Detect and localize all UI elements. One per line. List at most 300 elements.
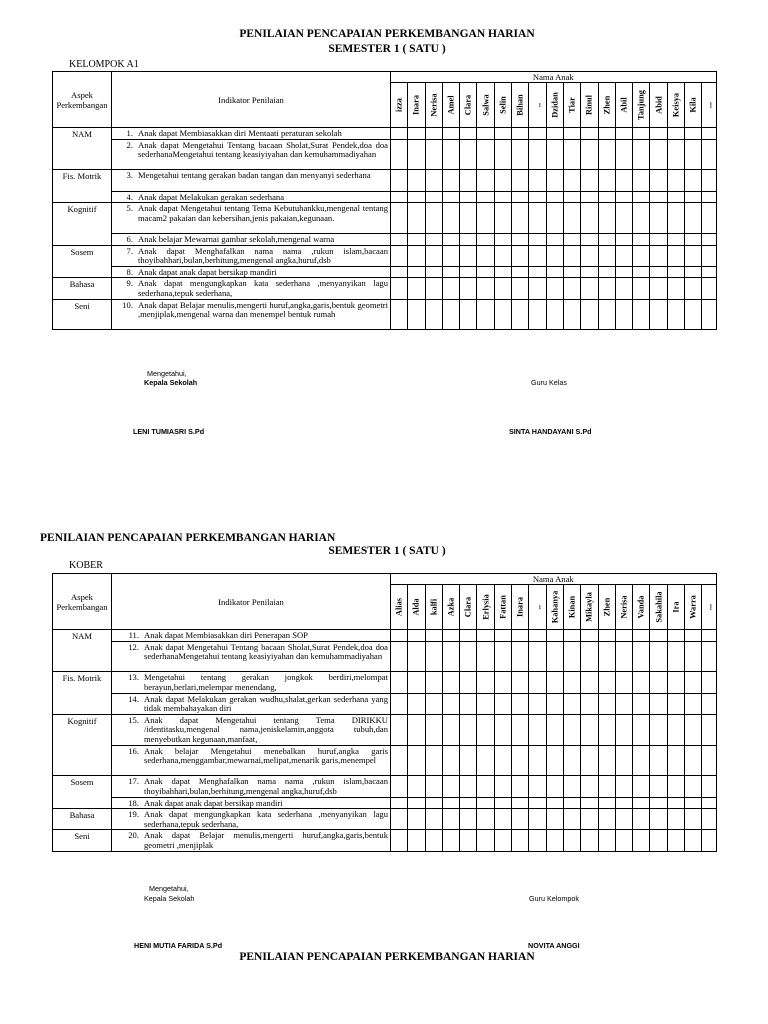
score-cell[interactable] [650, 641, 667, 672]
score-cell[interactable] [685, 776, 702, 797]
score-cell[interactable] [615, 233, 632, 245]
score-cell[interactable] [460, 245, 477, 266]
score-cell[interactable] [408, 128, 425, 140]
score-cell[interactable] [546, 139, 563, 170]
score-cell[interactable] [391, 672, 408, 693]
score-cell[interactable] [512, 745, 529, 776]
score-cell[interactable] [442, 809, 459, 830]
score-cell[interactable] [685, 693, 702, 714]
score-cell[interactable] [546, 809, 563, 830]
score-cell[interactable] [529, 245, 546, 266]
score-cell[interactable] [391, 170, 408, 191]
score-cell[interactable] [512, 830, 529, 851]
score-cell[interactable] [494, 641, 511, 672]
score-cell[interactable] [442, 203, 459, 234]
score-cell[interactable] [615, 266, 632, 278]
score-cell[interactable] [391, 830, 408, 851]
score-cell[interactable] [685, 170, 702, 191]
score-cell[interactable] [494, 830, 511, 851]
score-cell[interactable] [685, 809, 702, 830]
score-cell[interactable] [391, 278, 408, 299]
score-cell[interactable] [615, 299, 632, 330]
score-cell[interactable] [563, 641, 580, 672]
score-cell[interactable] [546, 278, 563, 299]
score-cell[interactable] [598, 714, 615, 745]
score-cell[interactable] [633, 191, 650, 203]
score-cell[interactable] [702, 745, 716, 776]
score-cell[interactable] [598, 299, 615, 330]
score-cell[interactable] [425, 672, 442, 693]
score-cell[interactable] [633, 830, 650, 851]
score-cell[interactable] [667, 641, 684, 672]
score-cell[interactable] [494, 245, 511, 266]
score-cell[interactable] [598, 278, 615, 299]
score-cell[interactable] [667, 797, 684, 809]
score-cell[interactable] [512, 170, 529, 191]
score-cell[interactable] [512, 191, 529, 203]
score-cell[interactable] [512, 630, 529, 642]
score-cell[interactable] [391, 128, 408, 140]
score-cell[interactable] [615, 203, 632, 234]
score-cell[interactable] [581, 245, 598, 266]
score-cell[interactable] [494, 776, 511, 797]
score-cell[interactable] [563, 191, 580, 203]
score-cell[interactable] [563, 139, 580, 170]
score-cell[interactable] [581, 641, 598, 672]
score-cell[interactable] [460, 809, 477, 830]
score-cell[interactable] [477, 693, 494, 714]
score-cell[interactable] [408, 693, 425, 714]
score-cell[interactable] [702, 672, 716, 693]
score-cell[interactable] [512, 233, 529, 245]
score-cell[interactable] [512, 203, 529, 234]
score-cell[interactable] [685, 630, 702, 642]
score-cell[interactable] [546, 641, 563, 672]
score-cell[interactable] [650, 266, 667, 278]
score-cell[interactable] [685, 830, 702, 851]
score-cell[interactable] [685, 191, 702, 203]
score-cell[interactable] [581, 830, 598, 851]
score-cell[interactable] [633, 299, 650, 330]
score-cell[interactable] [563, 128, 580, 140]
score-cell[interactable] [460, 139, 477, 170]
score-cell[interactable] [477, 278, 494, 299]
score-cell[interactable] [512, 809, 529, 830]
score-cell[interactable] [702, 630, 716, 642]
score-cell[interactable] [442, 233, 459, 245]
score-cell[interactable] [581, 672, 598, 693]
score-cell[interactable] [581, 745, 598, 776]
score-cell[interactable] [460, 191, 477, 203]
score-cell[interactable] [494, 797, 511, 809]
score-cell[interactable] [650, 128, 667, 140]
score-cell[interactable] [494, 714, 511, 745]
score-cell[interactable] [563, 714, 580, 745]
score-cell[interactable] [702, 139, 716, 170]
score-cell[interactable] [512, 776, 529, 797]
score-cell[interactable] [477, 830, 494, 851]
score-cell[interactable] [581, 693, 598, 714]
score-cell[interactable] [460, 266, 477, 278]
score-cell[interactable] [633, 776, 650, 797]
score-cell[interactable] [425, 630, 442, 642]
score-cell[interactable] [442, 278, 459, 299]
score-cell[interactable] [685, 797, 702, 809]
score-cell[interactable] [633, 128, 650, 140]
score-cell[interactable] [494, 139, 511, 170]
score-cell[interactable] [494, 672, 511, 693]
score-cell[interactable] [425, 714, 442, 745]
score-cell[interactable] [685, 266, 702, 278]
score-cell[interactable] [529, 299, 546, 330]
score-cell[interactable] [391, 233, 408, 245]
score-cell[interactable] [615, 245, 632, 266]
score-cell[interactable] [494, 233, 511, 245]
score-cell[interactable] [546, 830, 563, 851]
score-cell[interactable] [425, 233, 442, 245]
score-cell[interactable] [494, 191, 511, 203]
score-cell[interactable] [477, 233, 494, 245]
score-cell[interactable] [477, 170, 494, 191]
score-cell[interactable] [615, 278, 632, 299]
score-cell[interactable] [512, 672, 529, 693]
score-cell[interactable] [581, 278, 598, 299]
score-cell[interactable] [512, 245, 529, 266]
score-cell[interactable] [667, 278, 684, 299]
score-cell[interactable] [442, 641, 459, 672]
score-cell[interactable] [633, 630, 650, 642]
score-cell[interactable] [477, 139, 494, 170]
score-cell[interactable] [667, 830, 684, 851]
score-cell[interactable] [581, 299, 598, 330]
score-cell[interactable] [425, 170, 442, 191]
score-cell[interactable] [702, 693, 716, 714]
score-cell[interactable] [633, 809, 650, 830]
score-cell[interactable] [477, 776, 494, 797]
score-cell[interactable] [512, 128, 529, 140]
score-cell[interactable] [408, 266, 425, 278]
score-cell[interactable] [391, 714, 408, 745]
score-cell[interactable] [581, 797, 598, 809]
score-cell[interactable] [408, 809, 425, 830]
score-cell[interactable] [563, 693, 580, 714]
score-cell[interactable] [391, 245, 408, 266]
score-cell[interactable] [425, 203, 442, 234]
score-cell[interactable] [615, 191, 632, 203]
score-cell[interactable] [650, 630, 667, 642]
score-cell[interactable] [391, 139, 408, 170]
score-cell[interactable] [598, 797, 615, 809]
score-cell[interactable] [546, 797, 563, 809]
score-cell[interactable] [408, 203, 425, 234]
score-cell[interactable] [477, 245, 494, 266]
score-cell[interactable] [633, 797, 650, 809]
score-cell[interactable] [408, 797, 425, 809]
score-cell[interactable] [391, 191, 408, 203]
score-cell[interactable] [512, 278, 529, 299]
score-cell[interactable] [667, 128, 684, 140]
score-cell[interactable] [442, 672, 459, 693]
score-cell[interactable] [442, 797, 459, 809]
score-cell[interactable] [408, 776, 425, 797]
score-cell[interactable] [425, 641, 442, 672]
score-cell[interactable] [598, 139, 615, 170]
score-cell[interactable] [650, 191, 667, 203]
score-cell[interactable] [442, 170, 459, 191]
score-cell[interactable] [598, 672, 615, 693]
score-cell[interactable] [633, 641, 650, 672]
score-cell[interactable] [685, 233, 702, 245]
score-cell[interactable] [650, 299, 667, 330]
score-cell[interactable] [581, 233, 598, 245]
score-cell[interactable] [667, 139, 684, 170]
score-cell[interactable] [650, 233, 667, 245]
score-cell[interactable] [477, 745, 494, 776]
score-cell[interactable] [598, 630, 615, 642]
score-cell[interactable] [442, 776, 459, 797]
score-cell[interactable] [425, 245, 442, 266]
score-cell[interactable] [615, 714, 632, 745]
score-cell[interactable] [702, 809, 716, 830]
score-cell[interactable] [650, 203, 667, 234]
score-cell[interactable] [529, 809, 546, 830]
score-cell[interactable] [546, 672, 563, 693]
score-cell[interactable] [391, 776, 408, 797]
score-cell[interactable] [615, 693, 632, 714]
score-cell[interactable] [702, 191, 716, 203]
score-cell[interactable] [546, 693, 563, 714]
score-cell[interactable] [546, 776, 563, 797]
score-cell[interactable] [391, 641, 408, 672]
score-cell[interactable] [391, 630, 408, 642]
score-cell[interactable] [598, 693, 615, 714]
score-cell[interactable] [650, 672, 667, 693]
score-cell[interactable] [563, 630, 580, 642]
score-cell[interactable] [685, 672, 702, 693]
score-cell[interactable] [529, 776, 546, 797]
score-cell[interactable] [391, 299, 408, 330]
score-cell[interactable] [477, 672, 494, 693]
score-cell[interactable] [529, 170, 546, 191]
score-cell[interactable] [702, 797, 716, 809]
score-cell[interactable] [529, 745, 546, 776]
score-cell[interactable] [563, 278, 580, 299]
score-cell[interactable] [408, 641, 425, 672]
score-cell[interactable] [477, 266, 494, 278]
score-cell[interactable] [494, 128, 511, 140]
score-cell[interactable] [529, 797, 546, 809]
score-cell[interactable] [633, 714, 650, 745]
score-cell[interactable] [615, 672, 632, 693]
score-cell[interactable] [460, 776, 477, 797]
score-cell[interactable] [667, 714, 684, 745]
score-cell[interactable] [598, 266, 615, 278]
score-cell[interactable] [667, 299, 684, 330]
score-cell[interactable] [391, 809, 408, 830]
score-cell[interactable] [650, 714, 667, 745]
score-cell[interactable] [598, 745, 615, 776]
score-cell[interactable] [650, 693, 667, 714]
score-cell[interactable] [702, 278, 716, 299]
score-cell[interactable] [546, 745, 563, 776]
score-cell[interactable] [425, 797, 442, 809]
score-cell[interactable] [546, 714, 563, 745]
score-cell[interactable] [615, 809, 632, 830]
score-cell[interactable] [425, 693, 442, 714]
score-cell[interactable] [425, 191, 442, 203]
score-cell[interactable] [702, 128, 716, 140]
score-cell[interactable] [529, 139, 546, 170]
score-cell[interactable] [477, 299, 494, 330]
score-cell[interactable] [685, 278, 702, 299]
score-cell[interactable] [563, 797, 580, 809]
score-cell[interactable] [529, 672, 546, 693]
score-cell[interactable] [442, 191, 459, 203]
score-cell[interactable] [408, 233, 425, 245]
score-cell[interactable] [667, 245, 684, 266]
score-cell[interactable] [425, 266, 442, 278]
score-cell[interactable] [581, 203, 598, 234]
score-cell[interactable] [442, 245, 459, 266]
score-cell[interactable] [408, 191, 425, 203]
score-cell[interactable] [494, 266, 511, 278]
score-cell[interactable] [563, 745, 580, 776]
score-cell[interactable] [633, 245, 650, 266]
score-cell[interactable] [460, 830, 477, 851]
score-cell[interactable] [391, 266, 408, 278]
score-cell[interactable] [598, 233, 615, 245]
score-cell[interactable] [702, 245, 716, 266]
score-cell[interactable] [650, 797, 667, 809]
score-cell[interactable] [581, 128, 598, 140]
score-cell[interactable] [667, 776, 684, 797]
score-cell[interactable] [615, 745, 632, 776]
score-cell[interactable] [598, 245, 615, 266]
score-cell[interactable] [425, 745, 442, 776]
score-cell[interactable] [546, 233, 563, 245]
score-cell[interactable] [442, 830, 459, 851]
score-cell[interactable] [650, 776, 667, 797]
score-cell[interactable] [685, 714, 702, 745]
score-cell[interactable] [477, 630, 494, 642]
score-cell[interactable] [512, 299, 529, 330]
score-cell[interactable] [425, 278, 442, 299]
score-cell[interactable] [598, 809, 615, 830]
score-cell[interactable] [425, 128, 442, 140]
score-cell[interactable] [512, 266, 529, 278]
score-cell[interactable] [512, 797, 529, 809]
score-cell[interactable] [633, 203, 650, 234]
score-cell[interactable] [650, 809, 667, 830]
score-cell[interactable] [512, 714, 529, 745]
score-cell[interactable] [512, 693, 529, 714]
score-cell[interactable] [460, 203, 477, 234]
score-cell[interactable] [408, 139, 425, 170]
score-cell[interactable] [581, 776, 598, 797]
score-cell[interactable] [529, 693, 546, 714]
score-cell[interactable] [685, 641, 702, 672]
score-cell[interactable] [494, 809, 511, 830]
score-cell[interactable] [477, 797, 494, 809]
score-cell[interactable] [615, 170, 632, 191]
score-cell[interactable] [685, 203, 702, 234]
score-cell[interactable] [529, 714, 546, 745]
score-cell[interactable] [391, 693, 408, 714]
score-cell[interactable] [546, 128, 563, 140]
score-cell[interactable] [702, 233, 716, 245]
score-cell[interactable] [563, 672, 580, 693]
score-cell[interactable] [702, 714, 716, 745]
score-cell[interactable] [408, 170, 425, 191]
score-cell[interactable] [650, 139, 667, 170]
score-cell[interactable] [598, 203, 615, 234]
score-cell[interactable] [391, 745, 408, 776]
score-cell[interactable] [529, 203, 546, 234]
score-cell[interactable] [667, 693, 684, 714]
score-cell[interactable] [563, 170, 580, 191]
score-cell[interactable] [563, 809, 580, 830]
score-cell[interactable] [477, 809, 494, 830]
score-cell[interactable] [391, 797, 408, 809]
score-cell[interactable] [408, 245, 425, 266]
score-cell[interactable] [563, 776, 580, 797]
score-cell[interactable] [408, 714, 425, 745]
score-cell[interactable] [425, 830, 442, 851]
score-cell[interactable] [563, 266, 580, 278]
score-cell[interactable] [563, 233, 580, 245]
score-cell[interactable] [408, 672, 425, 693]
score-cell[interactable] [667, 170, 684, 191]
score-cell[interactable] [563, 245, 580, 266]
score-cell[interactable] [460, 672, 477, 693]
score-cell[interactable] [494, 278, 511, 299]
score-cell[interactable] [477, 191, 494, 203]
score-cell[interactable] [667, 203, 684, 234]
score-cell[interactable] [667, 672, 684, 693]
score-cell[interactable] [667, 233, 684, 245]
score-cell[interactable] [598, 830, 615, 851]
score-cell[interactable] [460, 170, 477, 191]
score-cell[interactable] [494, 203, 511, 234]
score-cell[interactable] [633, 266, 650, 278]
score-cell[interactable] [667, 266, 684, 278]
score-cell[interactable] [460, 745, 477, 776]
score-cell[interactable] [650, 245, 667, 266]
score-cell[interactable] [633, 170, 650, 191]
score-cell[interactable] [442, 630, 459, 642]
score-cell[interactable] [702, 266, 716, 278]
score-cell[interactable] [598, 641, 615, 672]
score-cell[interactable] [702, 170, 716, 191]
score-cell[interactable] [581, 191, 598, 203]
score-cell[interactable] [460, 299, 477, 330]
score-cell[interactable] [685, 245, 702, 266]
score-cell[interactable] [702, 299, 716, 330]
score-cell[interactable] [615, 641, 632, 672]
score-cell[interactable] [702, 776, 716, 797]
score-cell[interactable] [581, 170, 598, 191]
score-cell[interactable] [633, 278, 650, 299]
score-cell[interactable] [425, 776, 442, 797]
score-cell[interactable] [460, 630, 477, 642]
score-cell[interactable] [442, 266, 459, 278]
score-cell[interactable] [546, 266, 563, 278]
score-cell[interactable] [615, 797, 632, 809]
score-cell[interactable] [650, 745, 667, 776]
score-cell[interactable] [598, 170, 615, 191]
score-cell[interactable] [442, 714, 459, 745]
score-cell[interactable] [546, 191, 563, 203]
